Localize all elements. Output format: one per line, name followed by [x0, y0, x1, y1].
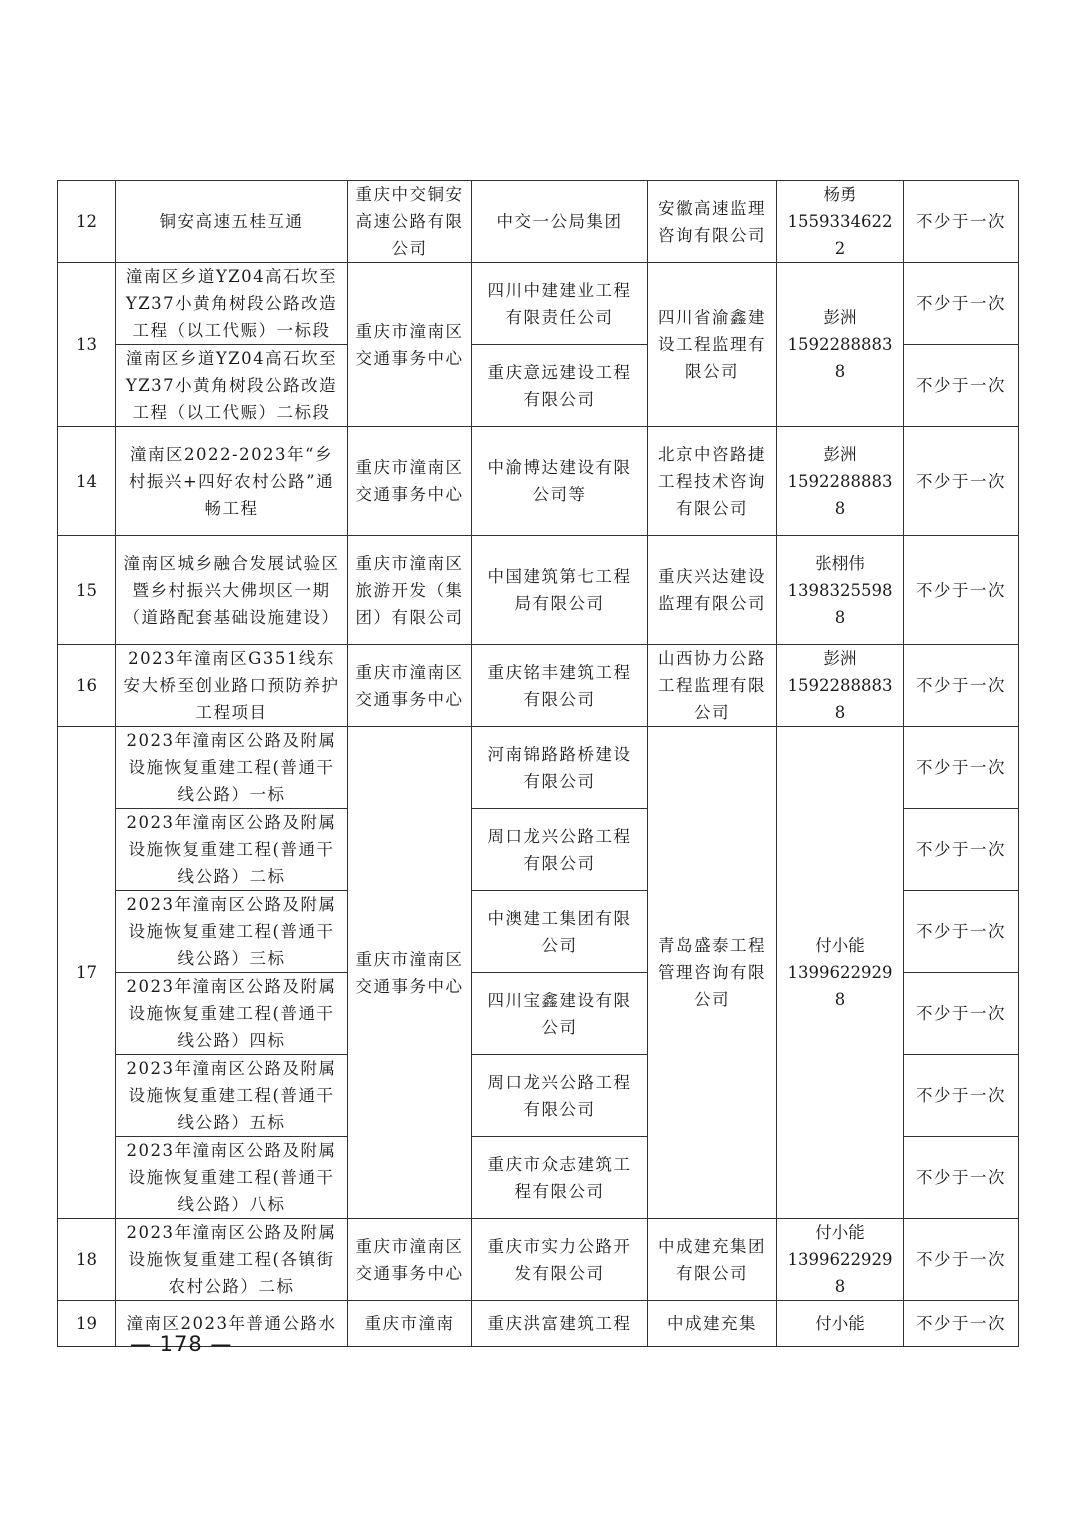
frequency: 不少于一次 — [904, 536, 1019, 645]
owner-unit: 重庆市潼南区交通事务中心 — [348, 727, 472, 1219]
project-name: 2023年潼南区公路及附属设施恢复重建工程(各镇街农村公路）二标 — [116, 1219, 348, 1301]
owner-unit: 重庆市潼南 — [348, 1301, 472, 1347]
row-number: 16 — [58, 645, 116, 727]
table-row — [58, 181, 1019, 263]
contractor: 重庆意远建设工程有限公司 — [472, 345, 648, 427]
row-number: 18 — [58, 1219, 116, 1301]
contact: 彭洲 15922888838 — [777, 427, 904, 536]
contractor: 中渝博达建设有限公司等 — [472, 427, 648, 536]
contractor: 中交一公局集团 — [472, 181, 648, 263]
owner-unit: 重庆市潼南区交通事务中心 — [348, 645, 472, 727]
contractor: 周口龙兴公路工程有限公司 — [472, 1055, 648, 1137]
contractor: 重庆市实力公路开发有限公司 — [472, 1219, 648, 1301]
contact: 杨勇 15593346222 — [777, 181, 904, 263]
project-name: 潼南区城乡融合发展试验区暨乡村振兴大佛坝区一期（道路配套基础设施建设） — [116, 536, 348, 645]
contact: 付小能 13996229298 — [777, 727, 904, 1219]
row-number: 17 — [58, 727, 116, 1219]
frequency: 不少于一次 — [904, 1301, 1019, 1347]
frequency: 不少于一次 — [904, 345, 1019, 427]
owner-unit: 重庆市潼南区交通事务中心 — [348, 427, 472, 536]
project-name: 潼南区乡道YZ04高石坎至YZ37小黄角树段公路改造工程（以工代赈）一标段 — [116, 263, 348, 345]
contact: 付小能 13996229298 — [777, 1219, 904, 1301]
supervisor: 安徽高速监理咨询有限公司 — [648, 181, 777, 263]
row-number: 19 — [58, 1301, 116, 1347]
supervisor: 青岛盛泰工程管理咨询有限公司 — [648, 727, 777, 1219]
frequency: 不少于一次 — [904, 727, 1019, 809]
supervisor: 北京中咨路捷工程技术咨询有限公司 — [648, 427, 777, 536]
table-row — [58, 427, 1019, 536]
owner-unit: 重庆中交铜安高速公路有限公司 — [348, 181, 472, 263]
contact: 彭洲 15922888838 — [777, 645, 904, 727]
project-name: 2023年潼南区公路及附属设施恢复重建工程(普通干线公路）四标 — [116, 973, 348, 1055]
project-name: 潼南区乡道YZ04高石坎至YZ37小黄角树段公路改造工程（以工代赈）二标段 — [116, 345, 348, 427]
contractor: 四川中建建业工程有限责任公司 — [472, 263, 648, 345]
contractor: 中澳建工集团有限公司 — [472, 891, 648, 973]
frequency: 不少于一次 — [904, 263, 1019, 345]
frequency: 不少于一次 — [904, 1137, 1019, 1219]
project-name: 2023年潼南区公路及附属设施恢复重建工程(普通干线公路）五标 — [116, 1055, 348, 1137]
frequency: 不少于一次 — [904, 427, 1019, 536]
row-number: 15 — [58, 536, 116, 645]
project-name: 潼南区2022-2023年“乡村振兴+四好农村公路”通畅工程 — [116, 427, 348, 536]
contact: 彭洲 15922888838 — [777, 263, 904, 427]
project-name: 铜安高速五桂互通 — [116, 181, 348, 263]
table-row — [58, 263, 1019, 345]
supervisor: 重庆兴达建设监理有限公司 — [648, 536, 777, 645]
supervisor: 中成建充集团有限公司 — [648, 1219, 777, 1301]
contractor: 四川宝鑫建设有限公司 — [472, 973, 648, 1055]
project-name: 潼南区2023年普通公路水 — [116, 1301, 348, 1347]
table-row — [58, 536, 1019, 645]
contractor: 中国建筑第七工程局有限公司 — [472, 536, 648, 645]
row-number: 13 — [58, 263, 116, 427]
project-name: 2023年潼南区G351线东安大桥至创业路口预防养护工程项目 — [116, 645, 348, 727]
table-row — [58, 1219, 1019, 1301]
owner-unit: 重庆市潼南区交通事务中心 — [348, 1219, 472, 1301]
row-number: 14 — [58, 427, 116, 536]
project-name: 2023年潼南区公路及附属设施恢复重建工程(普通干线公路）一标 — [116, 727, 348, 809]
supervisor: 四川省渝鑫建设工程监理有限公司 — [648, 263, 777, 427]
contractor: 河南锦路路桥建设有限公司 — [472, 727, 648, 809]
frequency: 不少于一次 — [904, 809, 1019, 891]
owner-unit: 重庆市潼南区旅游开发（集团）有限公司 — [348, 536, 472, 645]
supervisor: 中成建充集 — [648, 1301, 777, 1347]
frequency: 不少于一次 — [904, 973, 1019, 1055]
frequency: 不少于一次 — [904, 181, 1019, 263]
contractor: 重庆铭丰建筑工程有限公司 — [472, 645, 648, 727]
supervisor: 山西协力公路工程监理有限公司 — [648, 645, 777, 727]
project-table — [57, 180, 1019, 1347]
frequency: 不少于一次 — [904, 891, 1019, 973]
project-name: 2023年潼南区公路及附属设施恢复重建工程(普通干线公路）八标 — [116, 1137, 348, 1219]
project-name: 2023年潼南区公路及附属设施恢复重建工程(普通干线公路）二标 — [116, 809, 348, 891]
table-row — [58, 645, 1019, 727]
page-number: — 178 — — [130, 1332, 233, 1356]
contact: 付小能 — [777, 1301, 904, 1347]
table-row — [58, 727, 1019, 809]
frequency: 不少于一次 — [904, 1055, 1019, 1137]
frequency: 不少于一次 — [904, 645, 1019, 727]
contact: 张栩伟 13983255988 — [777, 536, 904, 645]
contractor: 周口龙兴公路工程有限公司 — [472, 809, 648, 891]
contractor: 重庆洪富建筑工程 — [472, 1301, 648, 1347]
project-name: 2023年潼南区公路及附属设施恢复重建工程(普通干线公路）三标 — [116, 891, 348, 973]
contractor: 重庆市众志建筑工程有限公司 — [472, 1137, 648, 1219]
row-number: 12 — [58, 181, 116, 263]
frequency: 不少于一次 — [904, 1219, 1019, 1301]
owner-unit: 重庆市潼南区交通事务中心 — [348, 263, 472, 427]
